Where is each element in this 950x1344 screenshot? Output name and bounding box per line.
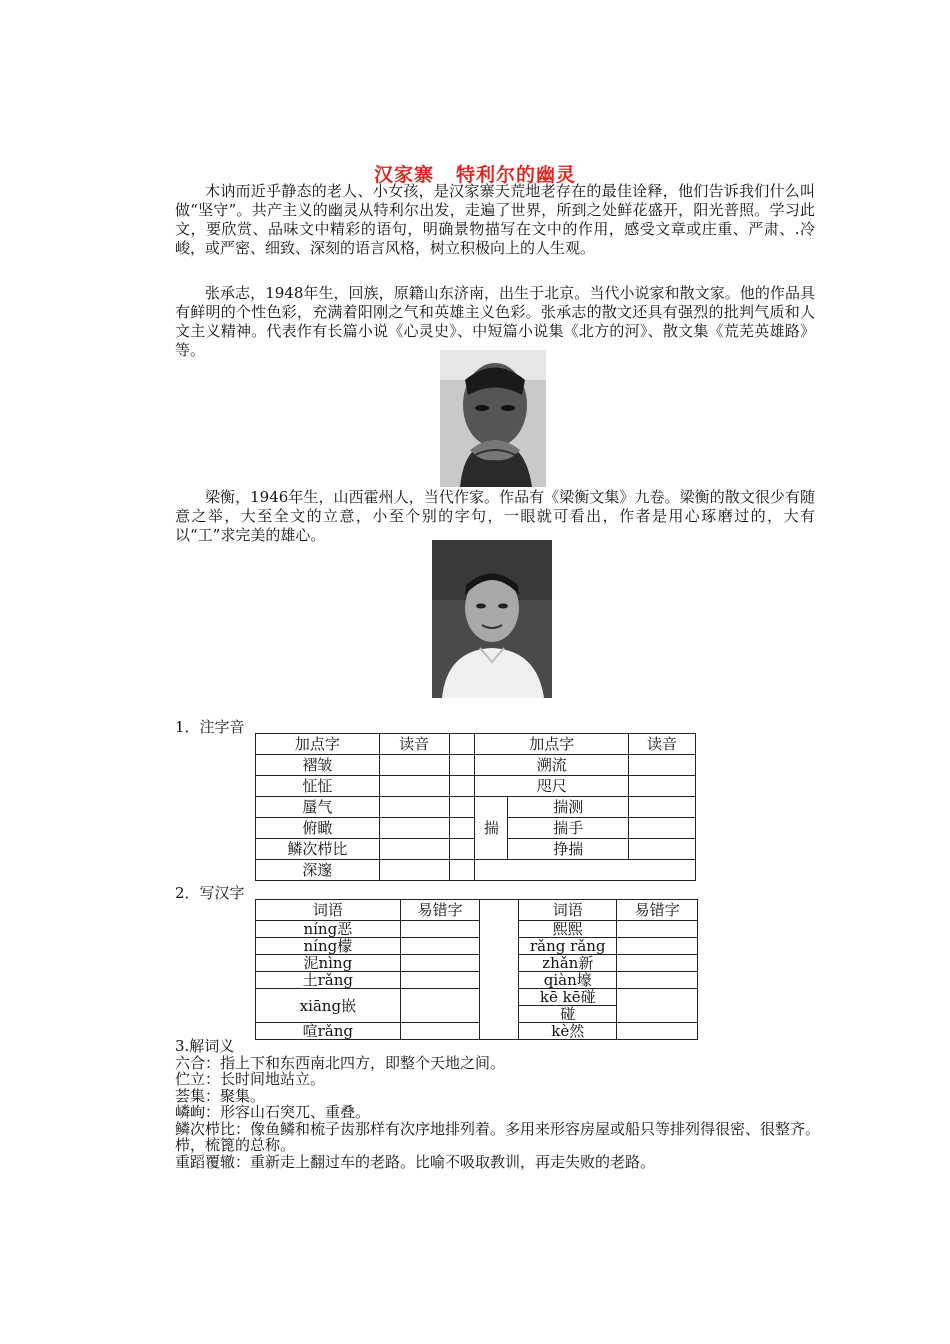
word-cell: 熙熙: [519, 921, 617, 938]
word-cell: níng恶: [256, 921, 401, 938]
answer-cell[interactable]: [400, 938, 480, 955]
word-cell: 鳞次栉比: [256, 839, 380, 860]
answer-cell[interactable]: [400, 921, 480, 938]
answer-cell[interactable]: [617, 972, 698, 989]
answer-cell[interactable]: [379, 818, 449, 839]
pronunciation-table: [255, 733, 696, 881]
definition-item: 荟集：聚集。: [175, 1086, 266, 1105]
answer-cell[interactable]: [629, 839, 696, 860]
title-part2: 特利尔的幽灵: [456, 164, 577, 186]
answer-cell[interactable]: [617, 989, 698, 1023]
section1-heading: 1．注字音: [175, 718, 245, 736]
author1-photo: [440, 350, 546, 487]
answer-cell[interactable]: [617, 938, 698, 955]
answer-cell[interactable]: [400, 972, 480, 989]
word-cell: 怔怔: [256, 776, 380, 797]
word-cell: 喧rǎng: [256, 1023, 401, 1040]
word-cell: 溯流: [475, 755, 629, 776]
title-part1: 汉家寨: [373, 164, 434, 186]
col-header-word-right: 词语: [519, 900, 617, 921]
answer-cell[interactable]: [400, 989, 480, 1023]
definition-item: 重蹈覆辙：重新走上翻过车的老路。比喻不吸取教训，再走失败的老路。: [175, 1152, 656, 1171]
answer-cell[interactable]: [617, 921, 698, 938]
author2-photo: [432, 540, 552, 698]
col-header-error-right: 易错字: [617, 900, 698, 921]
col-header-word-left: 词语: [256, 900, 401, 921]
answer-cell[interactable]: [617, 955, 698, 972]
word-cell: qiàn壕: [519, 972, 617, 989]
word-cell: 咫尺: [475, 776, 629, 797]
col-header-read-right: 读音: [629, 734, 696, 755]
answer-cell[interactable]: [400, 1023, 480, 1040]
word-cell: 褶皱: [256, 755, 380, 776]
answer-cell[interactable]: [379, 755, 449, 776]
definition-item: 鳞次栉比：像鱼鳞和梳子齿那样有次序地排列着。多用来形容房屋或船只等排列得很密、很整齐。栉，梳篦的总称。: [175, 1119, 821, 1154]
word-cell: zhǎn新: [519, 955, 617, 972]
answer-cell[interactable]: [379, 839, 449, 860]
characters-table: [255, 899, 698, 1040]
author2-bio: 梁衡，1946年生，山西霍州人，当代作家。作品有《梁衡文集》九卷。梁衡的散文很少有随意之举，大至全文的立意，小至个别的字句，一眼就可看出，作者是用心琢磨过的，大有以“工”求完美的雄心。: [175, 488, 815, 544]
word-cell: níng檬: [256, 938, 401, 955]
definition-item: 嶙峋：形容山石突兀、重叠。: [175, 1103, 371, 1121]
answer-cell[interactable]: [629, 818, 696, 839]
word-cell: kē kē碰: [519, 989, 617, 1006]
word-cell: 深邃: [256, 860, 380, 881]
word-cell: xiāng嵌: [256, 989, 401, 1023]
answer-cell[interactable]: [379, 797, 449, 818]
word-cell: 泥nìng: [256, 955, 401, 972]
answer-cell[interactable]: [617, 1023, 698, 1040]
answer-cell[interactable]: [400, 955, 480, 972]
word-cell: 挣揣: [508, 839, 629, 860]
answer-cell[interactable]: [629, 755, 696, 776]
definition-item: 伫立：长时间地站立。: [175, 1070, 326, 1088]
intro-paragraph: 木讷而近乎静态的老人、小女孩，是汉家寨天荒地老存在的最佳诠释，他们告诉我们什么叫做“坚守”。共产主义的幽灵从特利尔出发，走遍了世界，所到之处鲜花盛开，阳光普照。学习此文，要欣赏、品味文中精彩的语句，明确景物描写在文中的作用，感受文章或庄重、严肃、.冷峻，或严密、细致、深刻的语言风格，树立积极向上的人生观。: [175, 182, 815, 257]
answer-cell[interactable]: [629, 797, 696, 818]
col-header-word-left: 加点字: [256, 734, 380, 755]
word-cell: kè然: [519, 1023, 617, 1040]
col-header-read-left: 读音: [379, 734, 449, 755]
answer-cell[interactable]: [379, 776, 449, 797]
group-char-cell: 揣: [475, 797, 508, 860]
word-cell: rǎng rǎng: [519, 938, 617, 955]
word-cell: 碰: [519, 1006, 617, 1023]
word-cell: 揣测: [508, 797, 629, 818]
col-header-error-left: 易错字: [400, 900, 480, 921]
section2-heading: 2．写汉字: [175, 884, 245, 902]
word-cell: 蜃气: [256, 797, 380, 818]
word-cell: 土rǎng: [256, 972, 401, 989]
author1-bio: 张承志，1948年生，回族，原籍山东济南，出生于北京。当代小说家和散文家。他的作品具有鲜明的个性色彩，充满着阳刚之气和英雄主义色彩。张承志的散文还具有强烈的批判气质和人文主义精神。代表作有长篇小说《心灵史》、中短篇小说集《北方的河》、散文集《荒芜英雄路》等。: [175, 284, 815, 359]
answer-cell[interactable]: [379, 860, 449, 881]
word-cell: 揣手: [508, 818, 629, 839]
word-cell: 俯瞰: [256, 818, 380, 839]
answer-cell[interactable]: [629, 776, 696, 797]
section3-heading: 3.解词义: [175, 1037, 235, 1055]
definition-item: 六合：指上下和东西南北四方，即整个天地之间。: [175, 1053, 506, 1072]
col-header-word-right: 加点字: [475, 734, 629, 755]
definitions-section: [175, 1038, 825, 1170]
